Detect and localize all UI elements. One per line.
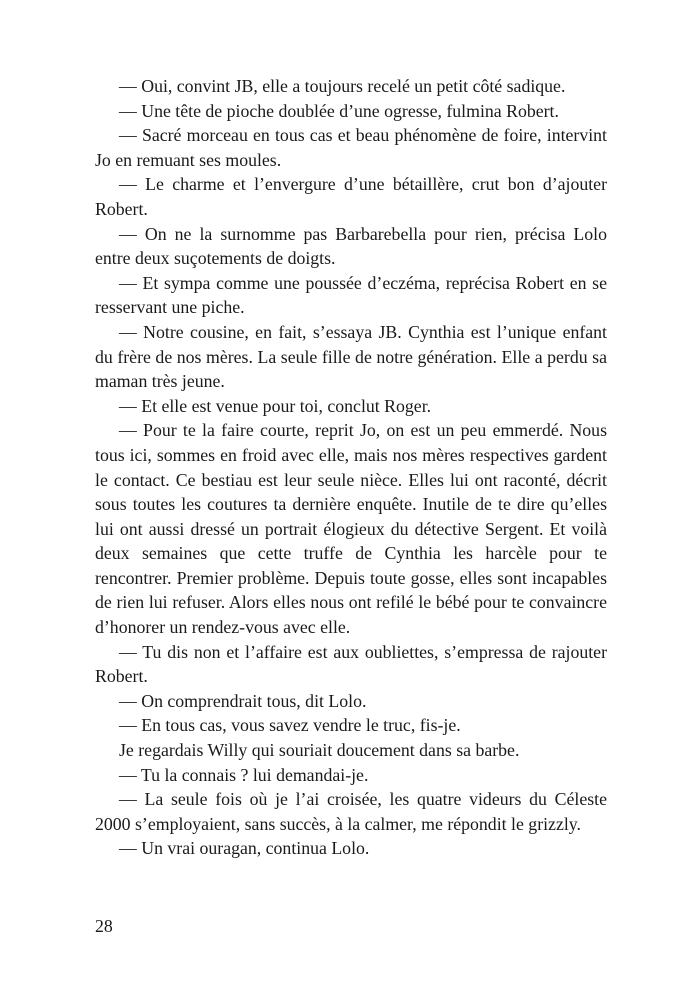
paragraph: — On comprendrait tous, dit Lolo. <box>119 690 367 711</box>
paragraph: Je regardais Willy qui souriait doucement dans sa barbe. <box>119 740 520 761</box>
paragraph: — Notre cousine, en fait, s’essaya JB. Cynthia est l’unique enfant du frère de nos mères. La seule fille de notre génération. Elle a perdu sa maman très jeune. <box>95 321 607 392</box>
paragraph: — Et sympa comme une poussée d’eczéma, reprécisa Robert en se resservant une piche. <box>95 272 607 318</box>
paragraph: — Et elle est venue pour toi, conclut Roger. <box>119 395 432 416</box>
paragraph: — Tu la connais ? lui demandai-je. <box>119 764 369 785</box>
paragraph: — Une tête de pioche doublée d’une ogresse, fulmina Robert. <box>119 100 559 121</box>
page-text <box>95 74 607 861</box>
paragraph: — La seule fois où je l’ai croisée, les quatre videurs du Céleste 2000 s’employaient, sans succès, à la calmer, me répondit le grizzly. <box>95 789 607 834</box>
paragraph: — Pour te la faire courte, reprit Jo, on est un peu emmerdé. Nous tous ici, sommes en froid avec elle, mais nos mères respectives gardent le contact. Ce bestiau est leur seule nièce. Elles lui ont raconté, décrit sous toutes les coutures ta dernière enquête. Inutile de te dire qu’elles lui ont aussi dressé un portrait élogieux du détective Sergent. Et voilà deux semaines que cette truffe de Cynthia les harcèle pour te rencontrer. Premier problème. Depuis toute gosse, elles sont incapables de rien lui refuser. Alors elles nous ont refilé le bébé pour te convaincre d’honorer un rendez-vous avec elle. <box>95 420 607 638</box>
paragraph: — Le charme et l’envergure d’une bétaillère, crut bon d’ajouter Robert. <box>95 174 607 219</box>
paragraph: — Un vrai ouragan, continua Lolo. <box>119 838 370 859</box>
paragraph: — On ne la surnomme pas Barbarebella pour rien, précisa Lolo entre deux suçotements de doigts. <box>95 223 607 269</box>
page-number: 28 <box>95 916 113 936</box>
paragraph: — En tous cas, vous savez vendre le truc, fis-je. <box>119 715 461 736</box>
paragraph: — Sacré morceau en tous cas et beau phénomène de foire, intervint Jo en remuant ses moules. <box>95 125 607 170</box>
paragraph: — Tu dis non et l’affaire est aux oubliettes, s’empressa de rajouter Robert. <box>95 641 607 687</box>
paragraph: — Oui, convint JB, elle a toujours recelé un petit côté sadique. <box>119 76 566 96</box>
